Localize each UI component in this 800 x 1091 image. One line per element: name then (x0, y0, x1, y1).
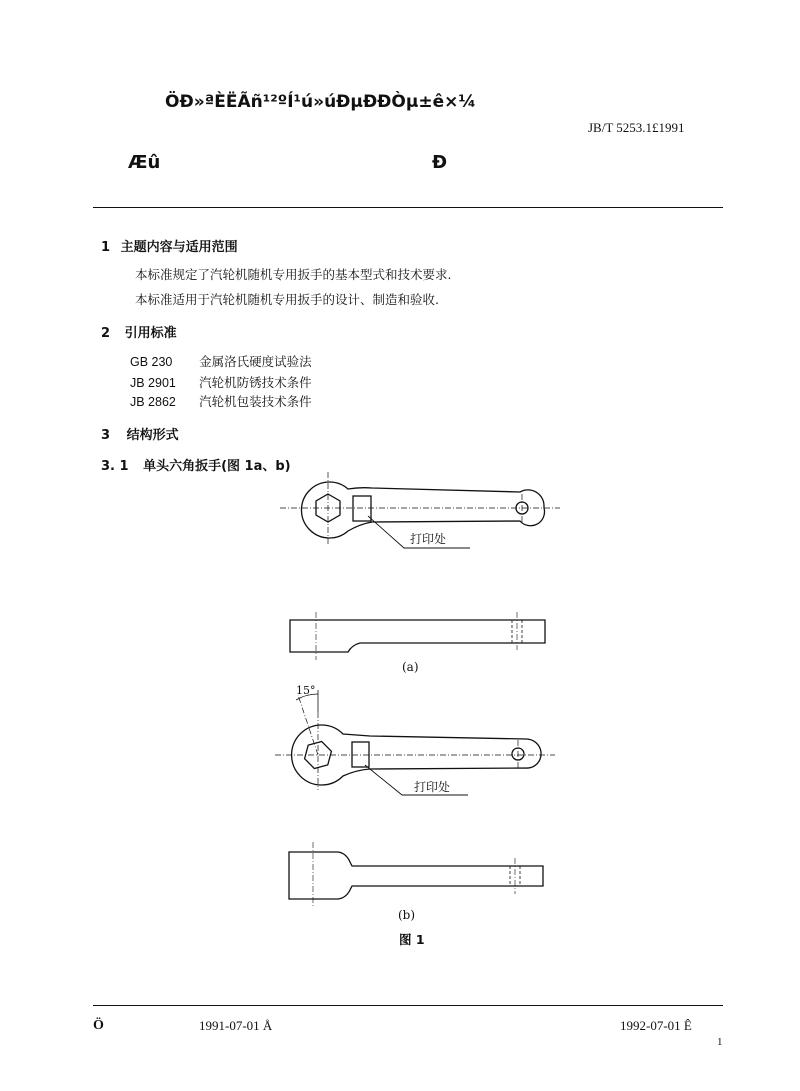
section-number: 2 (101, 326, 111, 341)
approved-date: 1991-07-01 Å (199, 1018, 273, 1033)
section-title: 结构形式 (126, 428, 179, 443)
footer-left-glyph: Ö (93, 1018, 104, 1033)
section-number: 1 (101, 240, 111, 255)
caption-b: (b) (398, 908, 416, 922)
stamp-location-label-a: 打印处 (410, 532, 447, 546)
reference-code: JB 2901 (130, 376, 176, 390)
section-title: 引用标准 (124, 326, 177, 341)
footer-rule (93, 1005, 723, 1006)
header-left-glyph: Æû (128, 152, 161, 173)
section-1-paragraph-1: 本标准规定了汽轮机随机专用扳手的基本型式和技术要求. (135, 267, 452, 282)
document-title: ÖÐ»ªÈËÃñ¹²ºÍ¹ú»úÐµÐÐÒµ±ê×¼ (165, 92, 477, 112)
standard-number: JB/T 5253.1£1991 (588, 120, 685, 135)
reference-title: 金属洛氏硬度试验法 (199, 354, 312, 369)
effective-date: 1992-07-01 Ê (620, 1018, 692, 1033)
subsection-title: 单头六角扳手(图 1a、b) (143, 459, 291, 474)
reference-code: JB 2862 (130, 395, 176, 409)
header-right-glyph: Ð (432, 152, 448, 173)
section-title: 主题内容与适用范围 (120, 240, 238, 255)
figure-caption: 图 1 (399, 932, 425, 947)
subsection-number: 3. 1 (101, 459, 129, 474)
page-number: 1 (717, 1036, 723, 1048)
reference-code: GB 230 (130, 355, 173, 369)
reference-title: 汽轮机包装技术条件 (199, 394, 312, 409)
caption-a: (a) (402, 660, 419, 674)
section-1-paragraph-2: 本标准适用于汽轮机随机专用扳手的设计、制造和验收. (135, 292, 439, 307)
section-number: 3 (101, 428, 111, 443)
stamp-location-label-b: 打印处 (414, 780, 451, 794)
angle-label: 15° (296, 684, 316, 697)
reference-title: 汽轮机防锈技术条件 (199, 375, 312, 390)
